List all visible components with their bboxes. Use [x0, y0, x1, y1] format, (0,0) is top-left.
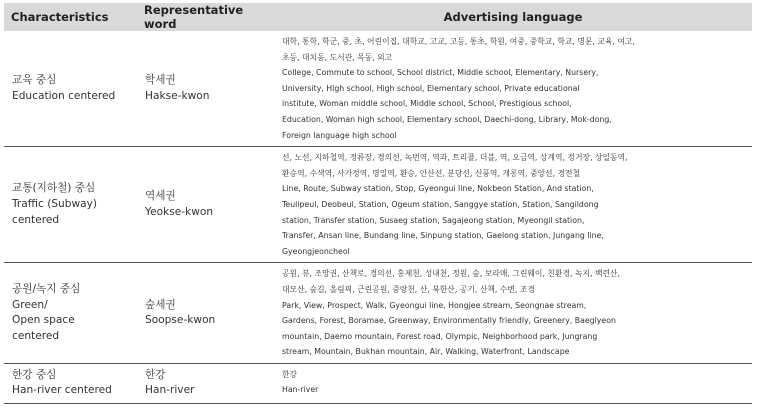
- representative-word-korean: 역세권: [145, 190, 176, 203]
- advertising-korean-line: 대모산, 숲길, 올림픽, 근린공원, 중랑천, 산, 북한산, 공기, 산책, 수변, 조경: [282, 284, 535, 294]
- advertising-english-line: Park, View, Prospect, Walk, Gyeongui line, Hongjee stream, Seongnae stream,: [282, 300, 587, 310]
- representative-word-korean: 숲세권: [145, 298, 176, 311]
- advertising-korean-line: 대학, 통학, 학군, 중, 초, 어린이집, 대학교, 고교, 고등, 통초, 학원, 여중, 중학교, 학교, 명문, 교육, 여고,: [282, 37, 635, 46]
- characteristic-english: Education centered: [12, 89, 116, 102]
- advertising-english-line: Line, Route, Subway station, Stop, Gyeongui line, Nokbeon Station, And station,: [282, 184, 594, 194]
- advertising-english-line: Transfer, Ansan line, Bundang line, Sinpung station, Gaelong station, Jungang line,: [282, 231, 604, 241]
- advertising-english-line: Foreign language high school: [282, 130, 397, 140]
- advertising-language-cell: [274, 31, 752, 147]
- representative-word-cell: [137, 31, 274, 147]
- characteristics-cell: [4, 263, 137, 364]
- representative-word-korean: 학세권: [145, 73, 176, 86]
- advertising-english-line: stream, Mountain, Bukhan mountain, Air, Walking, Waterfront, Landscape: [282, 347, 570, 357]
- table-row: [4, 31, 752, 147]
- characteristic-korean: 교통(지하철) 중심: [12, 182, 96, 195]
- advertising-english-line: Teulipeul, Deobeul, Station, Ogeum station, Sanggye station, Station, Sangildong: [282, 199, 599, 209]
- advertising-english-line: institute, Woman middle school, Middle school, School, Prestigious school,: [282, 99, 572, 109]
- representative-word-cell: [137, 363, 274, 403]
- advertising-korean-line: 환승역, 수색역, 사가정역, 명일역, 환승, 안산선, 분당선, 신풍역, 개롱역, 중앙선, 경전철: [282, 168, 581, 178]
- table-row: [4, 363, 752, 403]
- characteristic-english: Green/: [12, 298, 48, 311]
- characteristic-english: Traffic (Subway): [12, 197, 98, 210]
- advertising-english-line: mountain, Daemo mountain, Forest road, Olympic, Neighborhood park, Jungrang: [282, 331, 598, 341]
- advertising-korean-line: 초등, 대치동, 도서관, 목동, 외고: [282, 52, 393, 62]
- header-characteristics: Characteristics: [4, 3, 137, 31]
- representative-word-english: Han-river: [145, 384, 195, 397]
- advertising-english-line: Gardens, Forest, Boramae, Greenway, Environmentally friendly, Greenery, Baeglyeon: [282, 316, 616, 326]
- characteristic-korean: 한강 중심: [12, 368, 57, 381]
- representative-word-cell: [137, 147, 274, 263]
- characteristics-cell: [4, 363, 137, 403]
- advertising-korean-line: 한강: [282, 369, 298, 379]
- table-row: [4, 147, 752, 263]
- representative-word-korean: 한강: [145, 368, 166, 381]
- characteristic-english: Han-river centered: [12, 384, 112, 397]
- advertising-language-cell: [274, 147, 752, 263]
- advertising-language-cell: [274, 263, 752, 364]
- representative-word-english: Hakse-kwon: [145, 89, 210, 102]
- header-row: [4, 3, 752, 31]
- characteristic-korean: 공원/녹지 중심: [12, 282, 81, 295]
- header-advertising-language: Advertising language: [274, 3, 752, 31]
- advertising-english-line: station, Transfer station, Susaeg station, Sagajeong station, Myeongil station,: [282, 215, 585, 225]
- advertising-english-line: Education, Woman high school, Elementary school, Daechi-dong, Library, Mok-dong,: [282, 114, 612, 124]
- advertising-english-line: College, Commute to school, School district, Middle school, Elementary, Nursery,: [282, 68, 599, 78]
- representative-word-english: Soopse-kwon: [145, 314, 216, 327]
- table-row: [4, 263, 752, 364]
- advertising-korean-line: 선, 노선, 지하철역, 정류장, 경의선, 녹번역, 역과, 트리플, 더블, 역, 오금역, 상계역, 정거장, 상일동역,: [282, 153, 628, 163]
- representative-word-cell: [137, 263, 274, 364]
- advertising-language-cell: [274, 363, 752, 403]
- characteristic-english: centered: [12, 329, 60, 342]
- characteristics-cell: [4, 147, 137, 263]
- advertising-english-line: Gyeongjeoncheol: [282, 246, 350, 256]
- characteristic-english: Open space: [12, 314, 75, 327]
- representative-word-english: Yeokse-kwon: [145, 205, 214, 218]
- advertising-korean-line: 공원, 뷰, 조망권, 산책로, 경의선, 홍제천, 성내천, 정원, 숲, 보라매, 그린웨이, 친환경, 녹지, 백련산,: [282, 269, 621, 279]
- advertising-english-line: Han-river: [282, 385, 319, 395]
- advertising-english-line: University, High school, High school, Elementary school, Private educational: [282, 83, 580, 93]
- characteristics-cell: [4, 31, 137, 147]
- characteristic-english: centered: [12, 213, 60, 226]
- advertising-language-table: [4, 3, 752, 404]
- header-representative-word: Representative word: [137, 3, 274, 31]
- characteristic-korean: 교육 중심: [12, 73, 57, 86]
